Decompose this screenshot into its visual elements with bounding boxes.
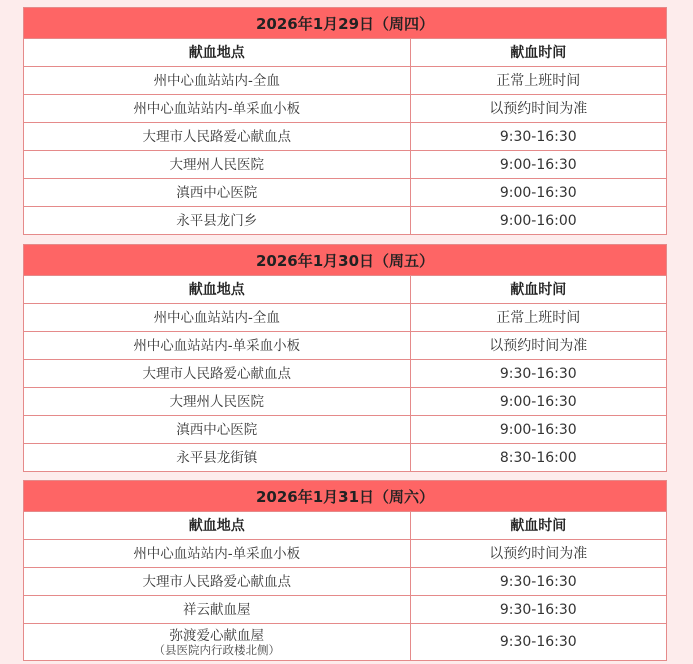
- time-cell: 9:30-16:30: [410, 596, 666, 624]
- table-row: [24, 540, 666, 568]
- location-column-header: 献血地点: [24, 39, 410, 67]
- day-title: 2026年1月31日（周六）: [24, 481, 666, 511]
- time-column-header: 献血时间: [410, 512, 666, 540]
- location-cell: 祥云献血屋: [24, 596, 410, 624]
- table-header-row: [24, 39, 666, 67]
- day-schedule-jan30: [23, 244, 667, 472]
- table-header-row: [24, 512, 666, 540]
- time-column-header: 献血时间: [410, 39, 666, 67]
- location-cell: 州中心血站站内-单采血小板: [24, 540, 410, 568]
- location-cell: 大理州人民医院: [24, 151, 410, 179]
- time-cell: 9:00-16:30: [410, 416, 666, 444]
- table-row: [24, 123, 666, 151]
- table-row: [24, 596, 666, 624]
- location-cell: [24, 624, 410, 661]
- time-cell: 9:30-16:30: [410, 624, 666, 661]
- location-cell: 州中心血站站内-单采血小板: [24, 332, 410, 360]
- location-cell: 州中心血站站内-全血: [24, 67, 410, 95]
- time-cell: 9:00-16:30: [410, 179, 666, 207]
- location-column-header: 献血地点: [24, 512, 410, 540]
- time-cell: 8:30-16:00: [410, 444, 666, 472]
- time-cell: 以预约时间为准: [410, 540, 666, 568]
- table-row: [24, 416, 666, 444]
- table-row: [24, 624, 666, 661]
- time-cell: 以预约时间为准: [410, 332, 666, 360]
- table-row: [24, 95, 666, 123]
- day-title: 2026年1月29日（周四）: [24, 8, 666, 38]
- location-cell: 大理市人民路爱心献血点: [24, 360, 410, 388]
- day-schedule-jan31: [23, 480, 667, 661]
- location-note: （县医院内行政楼北侧）: [153, 642, 280, 657]
- location-cell: 州中心血站站内-单采血小板: [24, 95, 410, 123]
- time-cell: 9:00-16:00: [410, 207, 666, 235]
- table-row: [24, 332, 666, 360]
- schedule-table: [24, 38, 666, 234]
- location-cell: 滇西中心医院: [24, 416, 410, 444]
- location-cell: 滇西中心医院: [24, 179, 410, 207]
- schedule-table: [24, 275, 666, 471]
- day-schedule-jan29: [23, 7, 667, 235]
- time-column-header: 献血时间: [410, 276, 666, 304]
- location-cell: 大理市人民路爱心献血点: [24, 123, 410, 151]
- time-cell: 以预约时间为准: [410, 95, 666, 123]
- table-row: [24, 388, 666, 416]
- time-cell: 9:30-16:30: [410, 568, 666, 596]
- time-cell: 9:30-16:30: [410, 360, 666, 388]
- time-cell: 9:00-16:30: [410, 388, 666, 416]
- table-row: [24, 444, 666, 472]
- location-cell: 州中心血站站内-全血: [24, 304, 410, 332]
- location-name: 弥渡爱心献血屋: [169, 627, 264, 644]
- table-row: [24, 360, 666, 388]
- table-row: [24, 568, 666, 596]
- location-cell: 大理州人民医院: [24, 388, 410, 416]
- location-cell: 永平县龙街镇: [24, 444, 410, 472]
- location-column-header: 献血地点: [24, 276, 410, 304]
- location-cell: 大理市人民路爱心献血点: [24, 568, 410, 596]
- table-row: [24, 67, 666, 95]
- schedule-table: [24, 511, 666, 660]
- time-cell: 正常上班时间: [410, 304, 666, 332]
- location-cell: 永平县龙门乡: [24, 207, 410, 235]
- table-header-row: [24, 276, 666, 304]
- day-title: 2026年1月30日（周五）: [24, 245, 666, 275]
- time-cell: 9:00-16:30: [410, 151, 666, 179]
- time-cell: 9:30-16:30: [410, 123, 666, 151]
- table-row: [24, 207, 666, 235]
- table-row: [24, 151, 666, 179]
- time-cell: 正常上班时间: [410, 67, 666, 95]
- table-row: [24, 179, 666, 207]
- table-row: [24, 304, 666, 332]
